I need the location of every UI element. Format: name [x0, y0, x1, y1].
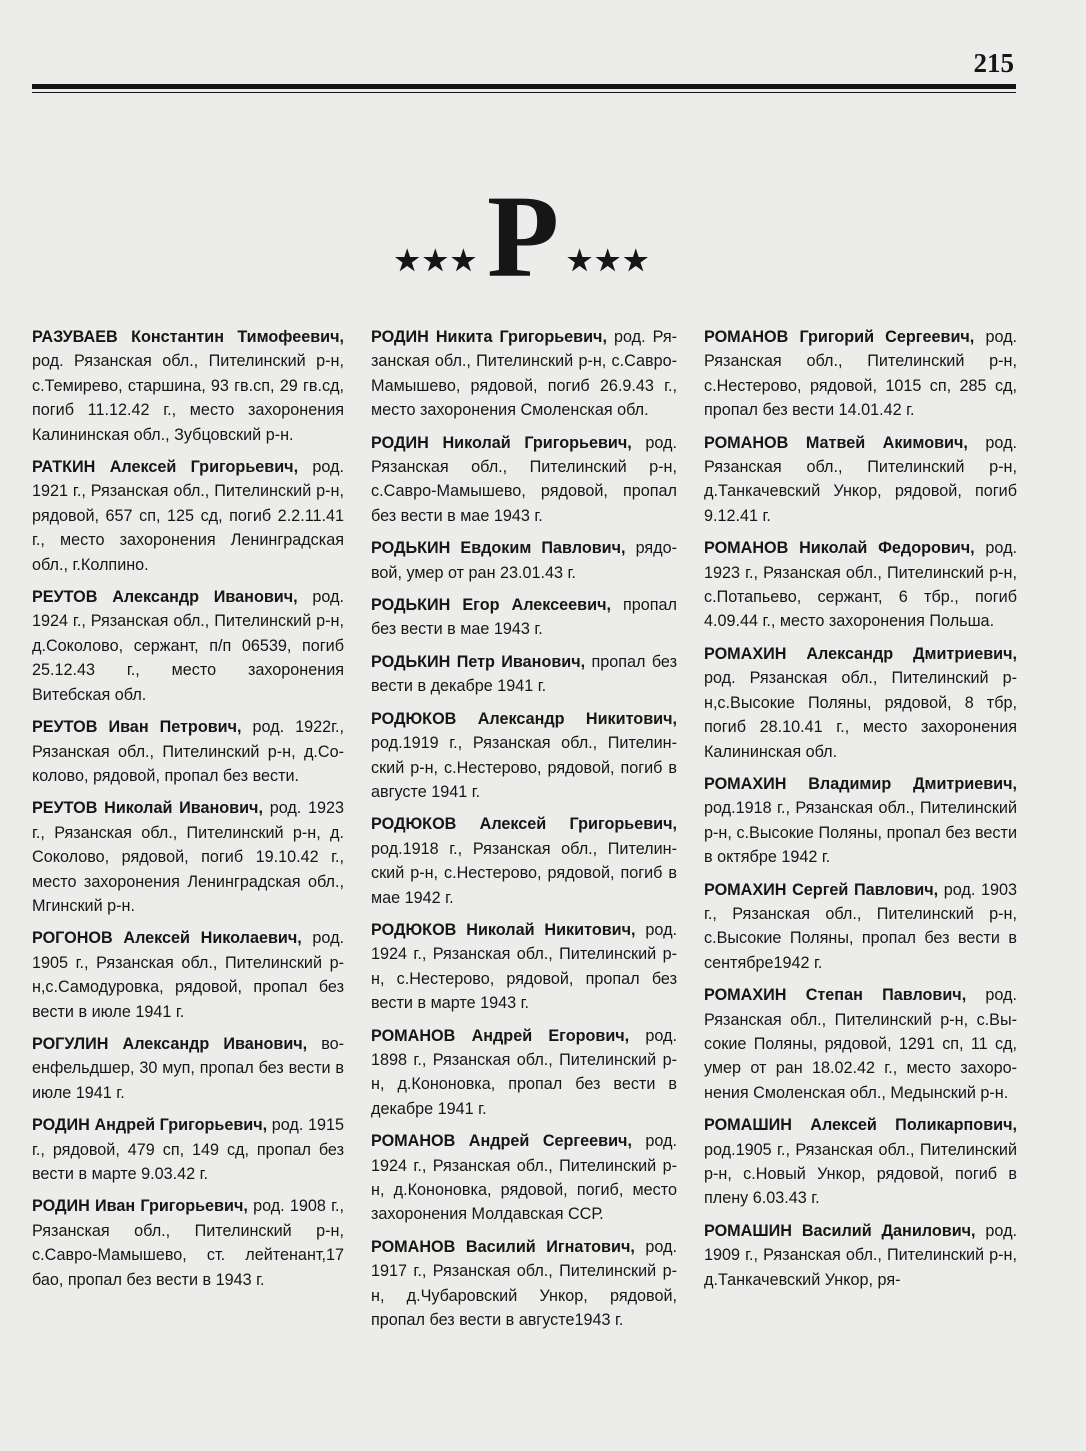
biography-entry	[704, 642, 1017, 764]
entry-given-names: Степан Павлович,	[805, 986, 967, 1005]
entry-given-names: Александр Дмитриевич,	[806, 644, 1017, 663]
header-rule-thin	[32, 92, 1016, 93]
entry-details: род. 1917 г., Рязанская обл., Пителинский р-н, д.Чубаровский Ункор, рядовой, пропал без вести в августе1943 г.	[371, 1237, 677, 1330]
biography-entry	[371, 650, 677, 699]
entry-details: род. 1921 г., Рязанская обл., Пителинский р-н, рядовой, 657 сп, 125 сд, погиб 2.2.11.41 г., место захоронения Ленинградская обл., г.Колпино.	[32, 458, 344, 574]
entry-surname: РОМАХИН	[704, 986, 787, 1005]
header-rule-thick	[32, 84, 1016, 89]
entry-surname: РОДЬКИН	[371, 539, 451, 558]
biography-entry	[371, 1024, 677, 1122]
entry-surname: РОМАХИН	[704, 880, 787, 899]
entry-surname: РОДИН	[371, 328, 429, 346]
biography-entry	[32, 585, 344, 707]
entry-given-names: Алексей Григорьевич,	[109, 458, 299, 477]
entry-given-names: Алексей Николаевич,	[123, 929, 302, 948]
biography-entry	[371, 593, 677, 642]
entry-given-names: Николай Иванович,	[104, 799, 263, 818]
entry-surname: РОМАШИН	[704, 1221, 792, 1240]
entry-details: род. 1898 г., Рязанская обл., Пителинский р-н, д.Кононовка, пропал без вести в декабре 1941 г.	[371, 1026, 677, 1118]
entry-details: род. Рязанская обл., Пителинский р-н, с.Савро-Мамышево, рядовой, погиб 26.9.43 г., место захоронения Смоленская обл.	[371, 328, 678, 420]
biography-entry	[371, 431, 677, 529]
entry-given-names: Николай Григорьевич,	[442, 433, 632, 452]
entry-details: род. 1908 г., Рязанская обл., Пителинский р-н, с.Савро-Мамышево, ст. лейтенант,17 бао, пропал без вести в 1943 г.	[32, 1197, 345, 1289]
entry-surname: РОДИН	[371, 433, 429, 452]
entry-surname: РОГУЛИН	[32, 1034, 109, 1053]
biography-entry	[704, 1113, 1017, 1211]
biography-entry	[32, 796, 344, 918]
entry-details: род. 1909 г., Рязанская обл., Пителинский р-н, д.Танкачевский Ункор, ря-	[704, 1221, 1018, 1289]
entry-details: род. 1924 г., Рязанская обл., Пителинский р-н, с.Нестерово, рядовой, пропал без вести в марте 1943 г.	[371, 920, 678, 1013]
entry-surname: РОМАНОВ	[704, 433, 789, 452]
entry-given-names: Петр Иванович,	[456, 652, 586, 671]
entry-details: род. 1923 г., Рязанская обл., Пителинский р-н, с.Потапьево, сержант, 6 тбр., погиб 4.09.44 г., место захоронения Польша.	[704, 539, 1018, 631]
entry-given-names: Константин Тимофеевич,	[131, 328, 344, 346]
entry-details: род. Рязанская обл., Пителинский р-н,с.Высокие Поляны, рядовой, 8 тбр, погиб 28.10.41 г., место захоронения Калининская обл.	[704, 669, 1017, 761]
entry-details: род. Рязанская обл., Пителинский р-н, с.Высокие Поляны, рядовой, 1291 сп, 11 сд, умер от ран 18.02.42 г., место захоронения Смоленская обл., Медынский р-н.	[704, 986, 1017, 1102]
entry-given-names: Андрей Григорьевич,	[94, 1116, 268, 1135]
entry-surname: РАЗУВАЕВ	[32, 328, 118, 346]
entry-given-names: Григорий Сергеевич,	[799, 328, 975, 346]
entry-given-names: Иван Григорьевич,	[95, 1197, 248, 1216]
text-column-2	[371, 325, 677, 1340]
biography-entry	[32, 1032, 344, 1105]
entry-details: род. Рязанская обл., Пителинский р-н, с.Савро-Мамышево, рядовой, пропал без вести в мае 1943 г.	[371, 433, 677, 525]
entry-given-names: Андрей Егорович,	[471, 1026, 630, 1045]
entry-details: род. 1923 г., Рязанская обл., Пителинский р-н, д. Соколово, рядовой, погиб 19.10.42 г., место захоронения Ленинградская обл., Мгинский р-н.	[32, 799, 345, 915]
biography-entry	[371, 536, 677, 585]
biography-entry	[32, 1113, 344, 1186]
stars-right-icon: ★★★	[567, 246, 652, 277]
entry-details: род.1905 г., Рязанская обл., Пителинский р-н, с.Новый Ункор, рядовой, погиб в плену 6.03.43 г.	[704, 1140, 1017, 1208]
entry-details: рядовой, умер от ран 23.01.43 г.	[371, 539, 677, 582]
biography-entry	[371, 918, 677, 1016]
section-letter: Р	[486, 171, 560, 302]
entry-given-names: Владимир Дмитриевич,	[808, 774, 1017, 793]
entry-given-names: Евдоким Павлович,	[460, 539, 626, 558]
entry-given-names: Николай Федорович,	[799, 539, 975, 558]
entry-given-names: Александр Иванович,	[112, 588, 298, 607]
biography-entry	[371, 1129, 677, 1227]
biography-entry	[704, 772, 1017, 870]
entry-surname: РЕУТОВ	[32, 588, 98, 607]
entry-details: род. 1903 г., Рязанская обл., Пителинский р-н, с.Высокие Поляны, пропал без вести в сентябре1942 г.	[704, 880, 1017, 972]
entry-surname: РОДЬКИН	[371, 596, 451, 615]
entry-surname: РОДЮКОВ	[371, 709, 457, 728]
entry-surname: РОДИН	[32, 1197, 90, 1216]
entry-details: род. 1922г., Рязанская обл., Пителинский р-н, д.Соколово, рядовой, пропал без вести.	[32, 718, 345, 785]
entry-given-names: Василий Данилович,	[801, 1221, 976, 1240]
entry-given-names: Александр Иванович,	[122, 1034, 308, 1053]
biography-entry	[704, 878, 1017, 976]
biography-entry	[371, 1235, 677, 1333]
entry-given-names: Егор Алексеевич,	[462, 596, 611, 615]
entry-given-names: Николай Никитович,	[466, 920, 636, 939]
entry-surname: РОДЮКОВ	[371, 815, 457, 834]
biography-entry	[32, 325, 344, 447]
biography-entry	[704, 431, 1017, 529]
biography-entry	[371, 812, 677, 910]
entry-surname: РЕУТОВ	[32, 718, 98, 737]
entry-surname: РОГОНОВ	[32, 929, 113, 948]
section-letter-heading	[383, 171, 663, 302]
entry-given-names: Никита Григорьевич,	[435, 328, 607, 346]
entry-details: род.1918 г., Рязанская обл., Пителинский р-н, с.Нестерово, рядовой, погиб в мае 1942 г.	[371, 839, 677, 907]
entry-surname: РОМАНОВ	[704, 328, 789, 346]
entry-details: род. 1924 г., Рязанская обл., Пителинский р-н, д.Кононовка, рядовой, погиб, место захоронения Молдавская ССР.	[371, 1132, 677, 1224]
entry-given-names: Алексей Григорьевич,	[479, 815, 678, 834]
entry-details: род. Рязанская обл., Пителинский р-н, д.Танкачевский Ункор, рядовой, погиб 9.12.41 г.	[704, 433, 1018, 525]
biography-entry	[704, 1219, 1017, 1292]
entry-surname: РОДЬКИН	[371, 652, 451, 671]
text-column-3	[704, 325, 1017, 1300]
biography-entry	[32, 926, 344, 1024]
biography-entry	[704, 983, 1017, 1105]
entry-surname: РАТКИН	[32, 458, 96, 477]
biography-entry	[704, 536, 1017, 634]
entry-surname: РОДИН	[32, 1116, 90, 1135]
entry-details: пропал без вести в мае 1943 г.	[371, 596, 677, 639]
entry-details: род. 1924 г., Рязанская обл., Пителинский р-н, д.Соколово, сержант, п/п 06539, погиб 25.12.43 г., место захоронения Витебская обл.	[32, 588, 344, 704]
biography-entry	[32, 715, 344, 788]
entry-surname: РОМАНОВ	[371, 1026, 456, 1045]
text-column-1	[32, 325, 344, 1300]
entry-surname: РОМАХИН	[704, 774, 787, 793]
entry-given-names: Иван Петрович,	[108, 718, 242, 737]
entry-given-names: Сергей Павлович,	[792, 880, 939, 899]
entry-given-names: Александр Никитович,	[477, 709, 677, 728]
entry-details: род. 1915 г., рядовой, 479 сп, 149 сд, пропал без вести в марте 9.03.42 г.	[32, 1116, 345, 1183]
entry-surname: РОМАНОВ	[371, 1237, 456, 1256]
biography-entry	[32, 455, 344, 577]
entry-details: военфельдшер, 30 муп, пропал без вести в июле 1941 г.	[32, 1034, 344, 1102]
entry-surname: РОМАНОВ	[704, 539, 789, 558]
entry-surname: РЕУТОВ	[32, 799, 98, 818]
biography-entry	[371, 707, 677, 805]
entry-surname: РОМАНОВ	[371, 1132, 456, 1151]
biography-entry	[704, 325, 1017, 423]
entry-given-names: Василий Игнатович,	[465, 1237, 635, 1256]
entry-details: род.1918 г., Рязанская обл., Пителинский р-н, с.Высокие Поляны, пропал без вести в октябре 1942 г.	[704, 799, 1017, 867]
entry-surname: РОДЮКОВ	[371, 920, 457, 939]
entry-details: род. 1905 г., Рязанская обл., Пителинский р-н,с.Самодуровка, рядовой, пропал без вести в июле 1941 г.	[32, 929, 345, 1021]
entry-given-names: Матвей Акимович,	[805, 433, 968, 452]
biography-entry	[371, 325, 677, 423]
entry-details: род. Рязанская обл., Пителинский р-н, с.Темирево, старшина, 93 гв.сп, 29 гв.сд, погиб 11.12.42 г., место захоронения Калининская обл., Зубцовский р-н.	[32, 352, 344, 444]
entry-surname: РОМАШИН	[704, 1116, 792, 1135]
stars-left-icon: ★★★	[394, 246, 479, 277]
entry-given-names: Алексей Поликарпович,	[810, 1116, 1017, 1135]
page-number: 215	[973, 48, 1014, 78]
biography-entry	[32, 1194, 344, 1292]
entry-details: род. Рязанская обл., Пителинский р-н, с.Нестерово, рядовой, 1015 сп, 285 сд, пропал без вести 14.01.42 г.	[704, 328, 1018, 420]
entry-details: пропал без вести в декабре 1941 г.	[371, 652, 677, 696]
entry-given-names: Андрей Сергеевич,	[468, 1132, 632, 1151]
entry-details: род.1919 г., Рязанская обл., Пителинский р-н, с.Нестерово, рядовой, погиб в августе 1941 г.	[371, 734, 677, 801]
entry-surname: РОМАХИН	[704, 644, 787, 663]
